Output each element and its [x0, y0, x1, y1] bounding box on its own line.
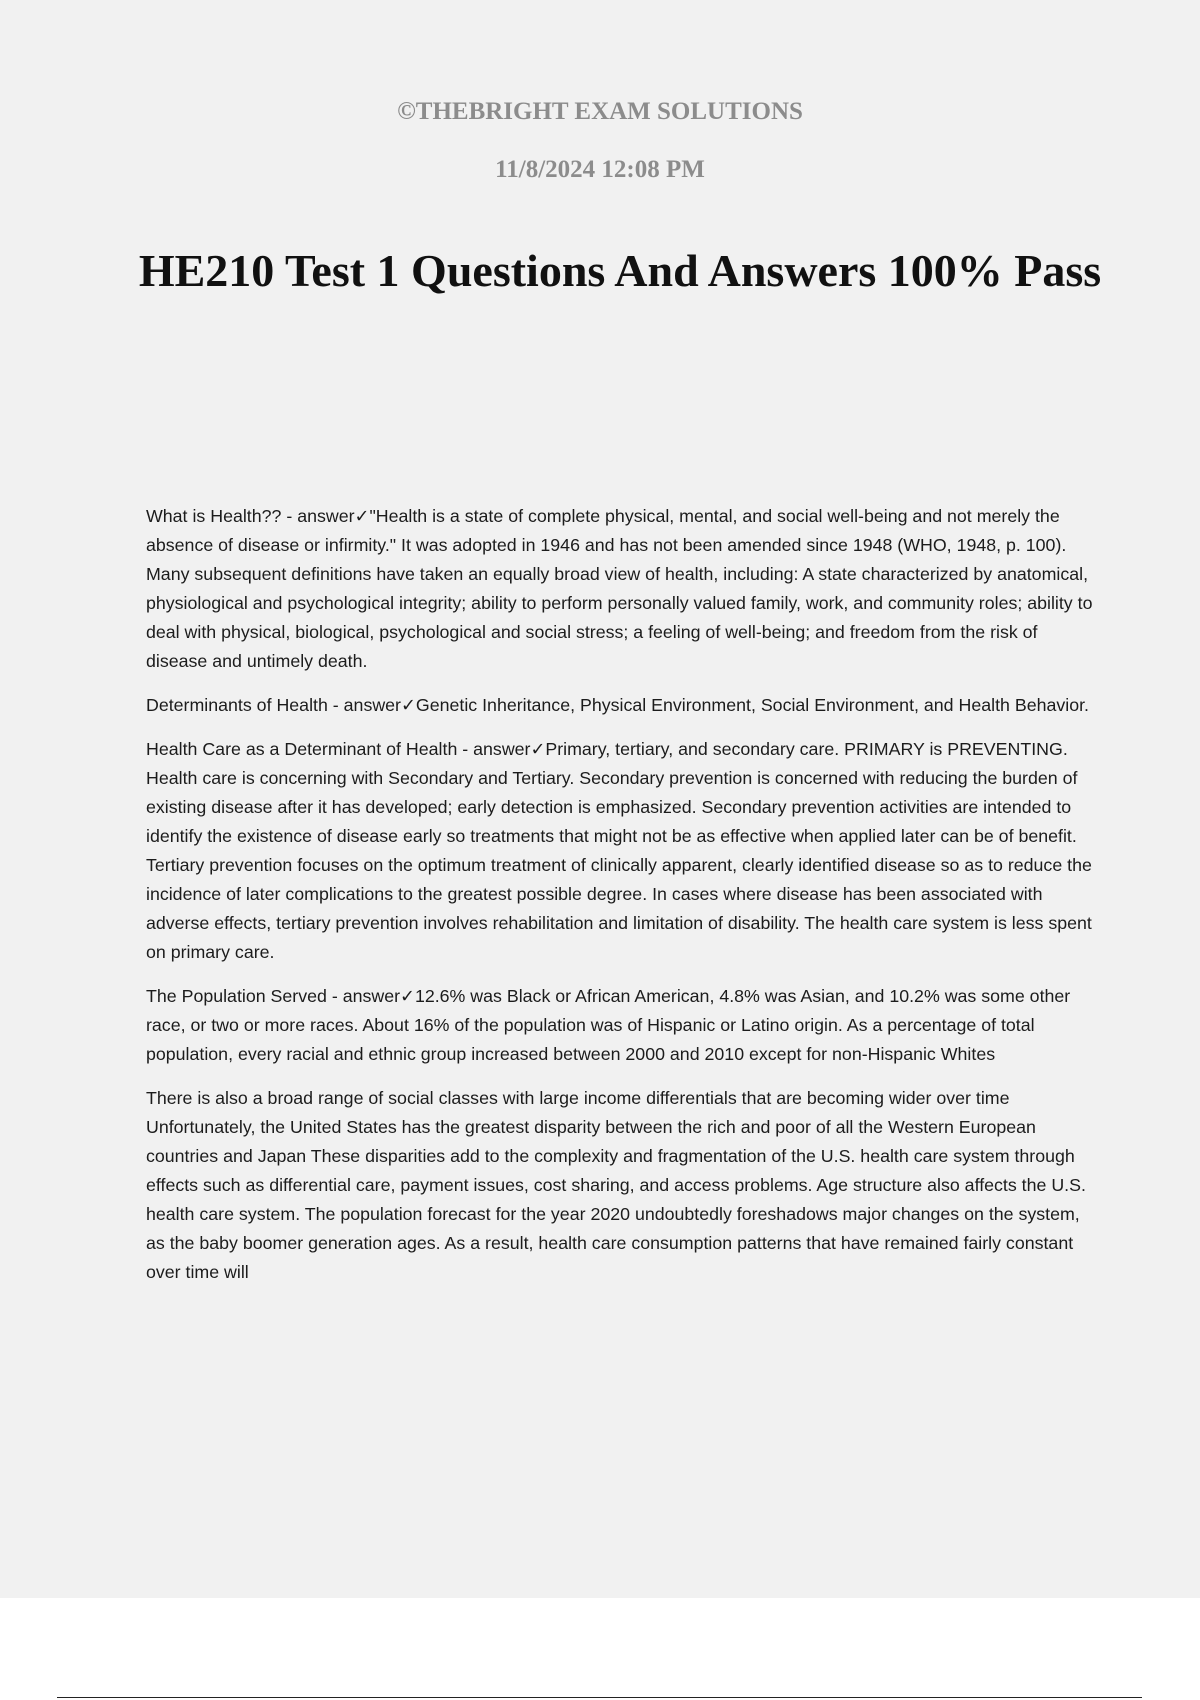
watermark-header: ©THEBRIGHT EXAM SOLUTIONS — [397, 98, 803, 125]
answer-text: Primary, tertiary, and secondary care. PRIMARY is PREVENTING. Health care is concerning with Secondary and Tertiary. Secondary prevention is concerned with reducing the burden of existing disease after it has developed; early detection is emphasized. Secondary prevention activities are intended to identify the existence of disease early so treatments that might not be as effective when applied later can be of benefit. Tertiary prevention focuses on the optimum treatment of clinically apparent, clearly identified disease so as to reduce the incidence of later complications to the greatest possible degree. In cases where disease has been associated with adverse effects, tertiary prevention involves rehabilitation and limitation of disability. The health care system is less spent on primary care. — [146, 739, 1092, 962]
question-text: Health Care as a Determinant of Health — [146, 739, 458, 759]
question-text: Determinants of Health — [146, 695, 328, 715]
timestamp-header: 11/8/2024 12:08 PM — [495, 156, 705, 183]
page-title: HE210 Test 1 Questions And Answers 100% Pass — [138, 245, 1102, 296]
answer-text: 12.6% was Black or African American, 4.8% was Asian, and 10.2% was some other race, or two or more races. About 16% of the population was of Hispanic or Latino origin. As a percentage of total population, every racial and ethnic group increased between 2000 and 2010 except for non-Hispanic Whites — [146, 986, 1071, 1064]
checkmark-icon: ✓ — [400, 695, 416, 716]
answer-text: Genetic Inheritance, Physical Environment, Social Environment, and Health Behavior. — [415, 695, 1089, 715]
answer-label: - answer — [281, 506, 355, 526]
answer-label: - answer — [326, 986, 401, 1006]
question-text: What is Health?? — [146, 506, 282, 526]
answer-text: "Health is a state of complete physical, mental, and social well-being and not merely the absence of disease or infirmity." It was adopted in 1946 and has not been amended since 1948 (WHO, 1948, p. 100). Many subsequent definitions have taken an equally broad view of health, including: A state characterized by anatomical, physiological and psychological integrity; ability to perform personally valued family, work, and community roles; ability to deal with physical, biological, psychological and social stress; a feeling of well-being; and freedom from the risk of disease and untimely death. — [146, 506, 1093, 671]
footer-divider — [57, 1697, 1142, 1698]
document-body — [146, 502, 1098, 1302]
answer-label: - answer — [327, 695, 401, 715]
qa-entry — [146, 982, 1098, 1069]
answer-label: - answer — [457, 739, 531, 759]
checkmark-icon: ✓ — [530, 739, 546, 760]
checkmark-icon: ✓ — [400, 986, 415, 1007]
qa-entry — [146, 691, 1098, 720]
qa-entry — [146, 735, 1098, 967]
checkmark-icon: ✓ — [354, 506, 370, 527]
qa-entry — [146, 502, 1098, 676]
question-text: The Population Served — [146, 986, 327, 1006]
continuation-paragraph: There is also a broad range of social classes with large income differentials that are becoming wider over time Unfortunately, the United States has the greatest disparity between the rich and poor of all the Western European countries and Japan These disparities add to the complexity and fragmentation of the U.S. health care system through effects such as differential care, payment issues, cost sharing, and access problems. Age structure also affects the U.S. health care system. The population forecast for the year 2020 undoubtedly foreshadows major changes on the system, as the baby boomer generation ages. As a result, health care consumption patterns that have remained fairly constant over time will — [146, 1088, 1086, 1282]
